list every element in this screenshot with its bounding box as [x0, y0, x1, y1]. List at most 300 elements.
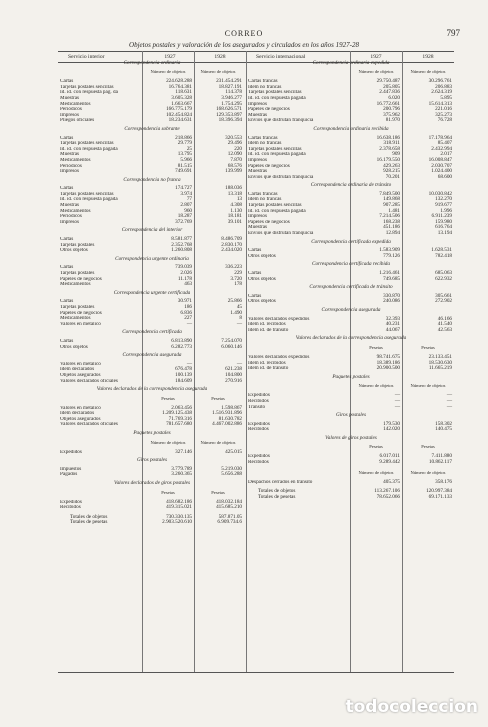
value-1928: 6.060.146	[221, 343, 242, 350]
value-1928: —	[236, 360, 242, 367]
table-row	[248, 480, 454, 486]
table-row	[248, 231, 454, 237]
value-1928: 1.490	[230, 309, 242, 316]
row-label: Muestras	[60, 95, 80, 101]
row-label: Periódicos	[60, 107, 82, 113]
column-subhead: Número de objetos	[150, 69, 186, 75]
value-1928: 13	[236, 196, 242, 203]
value-1928: 76.728	[437, 117, 452, 124]
row-label: Recibidos	[248, 460, 269, 466]
section-heading: Valores declarados de giros postales	[114, 480, 190, 487]
value-1928: 622.932	[435, 275, 452, 282]
value-1927: 781.657.680	[166, 421, 192, 428]
value-1928: 4.308	[230, 202, 242, 209]
row-label: Tarjetas postales sencillas	[248, 203, 302, 209]
value-1927: 6.282.773	[171, 343, 192, 350]
subhead-row	[60, 440, 244, 450]
row-label: Papeles de negocios	[248, 163, 290, 169]
value-1928: 919.677	[435, 202, 452, 209]
value-1928: 16.008.847	[428, 156, 452, 163]
value-1928: 2.624.319	[431, 89, 452, 96]
row-label: Pliegos oficiales	[60, 118, 95, 124]
row-label: Recibidos	[248, 398, 269, 404]
row-label: Impresos	[60, 169, 80, 175]
value-1927: 2.447.836	[379, 89, 400, 96]
value-1927: 419.315.021	[166, 504, 192, 511]
value-1928: 140.475	[435, 426, 452, 433]
row-label: Periódicos	[60, 214, 82, 220]
row-label: Impresos	[60, 112, 80, 118]
value-1928: —	[236, 320, 242, 327]
value-1927: 6.813.890	[171, 337, 192, 344]
value-1928: 29.496	[227, 140, 242, 147]
col-header-1927: 1927	[164, 54, 176, 60]
value-1927: 218.866	[175, 134, 192, 141]
section-heading: Correspondencia urgente certificada	[113, 289, 191, 296]
row-label: Cartas	[248, 293, 262, 299]
value-1927: 149.868	[383, 196, 400, 203]
row-label: Cartas	[248, 271, 262, 276]
value-1927: 102.454.824	[166, 111, 192, 118]
value-1928: 3.720	[230, 275, 242, 282]
row-label: Id. id. con respuesta pagada	[60, 197, 118, 203]
row-label: Expedidos	[60, 449, 82, 455]
value-1927: 375.962	[383, 111, 400, 118]
row-label: Idem no francas	[248, 197, 282, 203]
value-1928: 188.036	[225, 185, 242, 192]
value-1928: 68.600	[437, 173, 452, 180]
row-label: Muestras	[60, 152, 80, 158]
value-1928: 13.318	[227, 190, 242, 197]
value-1927: 81.515	[177, 162, 192, 169]
value-1928: 17.178.964	[428, 134, 452, 141]
section-heading: Correspondencia no franca	[123, 176, 181, 183]
row-label: Cartas	[60, 237, 74, 243]
value-1927: 1.481	[388, 207, 400, 214]
column-subhead: Pesetas	[421, 344, 435, 350]
value-1928: 336.223	[225, 264, 242, 271]
totals-row	[60, 520, 244, 526]
value-1927: —	[394, 392, 400, 399]
row-label: Despachos cerrados en tránsito	[248, 479, 313, 485]
value-1928: 8	[239, 315, 242, 322]
interior-service-table	[60, 52, 244, 526]
value-1928: 10.030.842	[428, 190, 452, 197]
value-1928: 13.194	[437, 230, 452, 237]
value-1927: 32.393	[385, 315, 400, 322]
value-1928: 23.133.451	[428, 353, 452, 360]
section-heading: Correspondencia sobrante	[124, 125, 180, 132]
table-row	[248, 175, 454, 181]
row-label: Idem íd. recibidos	[248, 360, 286, 366]
value-1927: 7.849.500	[379, 190, 400, 197]
subhead-row	[248, 69, 454, 79]
table-row	[248, 366, 454, 372]
value-1928: 221.016	[435, 106, 452, 113]
table-row	[60, 379, 244, 385]
row-label: Idem íd. de tránsito	[248, 327, 289, 333]
watermark: todocoleccion	[345, 697, 478, 717]
value-1928: 12.090	[227, 151, 242, 158]
col-header-1927: 1927	[370, 54, 382, 60]
value-1927: 5.966	[180, 156, 192, 163]
row-label: Cartas francas	[248, 79, 278, 85]
row-label: Tarjetas postales sencillas	[60, 84, 114, 90]
section-heading: Correspondencia certificada expedida	[311, 238, 391, 245]
value-1928: —	[446, 403, 452, 410]
section-heading: Paquetes postales	[133, 430, 171, 437]
row-label: Medicamentos	[60, 282, 91, 288]
column-subhead: Número de objetos	[410, 469, 446, 475]
row-label: Valores declarados oficiales	[60, 422, 118, 428]
value-1928: 18.396.394	[218, 117, 242, 124]
value-1928: 129.353.897	[216, 111, 242, 118]
row-label: Cartas francas	[248, 135, 278, 141]
value-1928: 6.911.239	[431, 213, 452, 220]
value-1927: 779.126	[383, 252, 400, 259]
value-1927: 16.764.381	[168, 83, 192, 90]
row-label: Valores en metálico	[60, 405, 101, 411]
table-body	[60, 58, 244, 526]
column-subhead: Pesetas	[161, 489, 175, 495]
column-subhead: Número de objetos	[410, 69, 446, 75]
value-1927: 451.186	[383, 224, 400, 231]
value-1928: 42.563	[437, 326, 452, 333]
row-label: Cartas	[60, 265, 74, 271]
value-1928: 139.999	[225, 168, 242, 175]
page-header	[0, 29, 488, 41]
value-1927: 100.139	[175, 371, 192, 378]
row-label: Expedidos	[248, 393, 270, 399]
row-label: Idem declarados	[60, 411, 95, 417]
value-1927: 749.691	[175, 168, 192, 175]
totals-label: Totales de pesetas	[70, 519, 108, 526]
section-heading: Correspondencia del interior	[121, 227, 183, 234]
value-1928: 41.540	[437, 321, 452, 328]
row-label: Id. id. con respuesta pagada	[248, 208, 306, 214]
value-1928: 425.015	[225, 448, 242, 455]
value-1928: 782.418	[435, 252, 452, 259]
value-1928: 7.254.070	[221, 337, 242, 344]
column-subhead: Número de objetos	[200, 439, 236, 445]
subhead-row	[248, 470, 454, 480]
value-1927: 3.605.328	[171, 94, 192, 101]
value-1927: 98.741.675	[376, 353, 400, 360]
section-heading: Correspondencia ordinaria de tránsito	[310, 182, 392, 189]
value-1928: 206.883	[435, 83, 452, 90]
value-1928: 104.800	[225, 371, 242, 378]
row-label: Cartas	[60, 135, 74, 141]
value-1928: 18.530.630	[428, 359, 452, 366]
row-label: Cartas	[60, 338, 74, 344]
value-1927: 77	[186, 196, 192, 203]
subhead-row	[60, 396, 244, 406]
value-1928: 270.916	[225, 377, 242, 384]
row-label: Idem no francas	[248, 84, 282, 90]
value-1928: 18.827.191	[218, 83, 242, 90]
value-1928: 220	[234, 145, 242, 152]
row-label: Impresos	[248, 157, 268, 163]
value-1927: 909	[392, 151, 400, 158]
value-1927: 71.769.316	[168, 415, 192, 422]
row-label: Pagados	[60, 472, 78, 478]
value-1927: 70.201	[385, 173, 400, 180]
value-1928: 81.630.782	[218, 415, 242, 422]
total-1928: 120.997.384	[426, 488, 452, 495]
value-1928: 1.628.531	[431, 247, 452, 254]
value-1928: 418.032.184	[216, 498, 242, 505]
section-heading: Correspondencia certificada recibida	[312, 261, 390, 268]
value-1927: 3.260.365	[171, 471, 192, 478]
table-row	[248, 299, 454, 305]
page-number: 797	[446, 28, 460, 38]
value-1927: 184.609	[175, 377, 192, 384]
value-1928: 2.030.707	[431, 162, 452, 169]
value-1927: 118.631	[175, 89, 192, 96]
value-1927: 2.026	[180, 270, 192, 276]
totals-label: Totales de objetos	[258, 488, 296, 495]
value-1927: 174.727	[175, 185, 192, 192]
row-label: Medicamentos	[60, 101, 91, 107]
section-heading: Valores declarados de la correspondencia asegurada	[96, 386, 208, 393]
value-1927: 405.375	[383, 478, 400, 485]
value-1928: —	[446, 392, 452, 399]
value-1927: 18.287	[177, 213, 192, 220]
row-label: Cartas	[60, 79, 74, 85]
row-label: Medicamentos	[60, 157, 91, 163]
row-label: Medicamentos	[60, 208, 91, 214]
row-label: Tránsito	[248, 404, 266, 410]
value-1928: 2.017	[440, 151, 452, 158]
table-row	[60, 472, 244, 478]
value-1928: 1.598.867	[221, 404, 242, 411]
value-1927: 1.260.808	[171, 247, 192, 254]
column-subhead: Pesetas	[421, 444, 435, 450]
value-1928: 45	[236, 303, 242, 310]
value-1928: 114.378	[225, 89, 242, 96]
value-1927: 463	[184, 281, 192, 288]
column-subhead: Número de objetos	[150, 439, 186, 445]
value-1928: 168.626.571	[216, 106, 242, 113]
row-label: Papeles de negocios	[248, 107, 290, 113]
value-1927: 16.638.186	[376, 134, 400, 141]
row-label: Idem declarados	[60, 367, 95, 373]
row-label: Otros objetos	[248, 299, 276, 305]
row-label: Cartas	[248, 248, 262, 254]
table-caption: Objetos postales y valoración de los asegurados y circulados en los años 1927-28	[129, 41, 359, 49]
value-1927: 179.530	[383, 420, 400, 427]
row-label: Otros objetos	[60, 344, 88, 350]
value-1928: 5.219.030	[221, 465, 242, 472]
table-row	[248, 254, 454, 260]
value-1927: 318.911	[383, 140, 400, 147]
value-1927: —	[186, 320, 192, 327]
value-1927: —	[186, 360, 192, 367]
total-1928: 69.171.133	[428, 493, 452, 500]
value-1928: 272.902	[435, 298, 452, 305]
row-label: Tarjetas postales sencillas	[60, 141, 114, 147]
column-subhead: Número de objetos	[358, 383, 394, 389]
value-1928: 15.614.313	[428, 100, 452, 107]
value-1927: 8.581.877	[171, 236, 192, 243]
value-1927: 18.234.631	[168, 117, 192, 124]
value-1927: 418.682.186	[166, 498, 192, 505]
row-label: Muestras	[248, 225, 268, 231]
value-1927: 6.836	[180, 309, 192, 316]
value-1928: 1.754.295	[221, 100, 242, 107]
section-heading: Giros postales	[137, 457, 167, 464]
value-1927: 44.067	[385, 326, 400, 333]
value-1928: 1.130	[230, 207, 242, 214]
table-row	[60, 282, 244, 288]
value-1928: 325.273	[435, 111, 452, 118]
row-label: Cartas	[60, 186, 74, 192]
value-1927: 372.769	[175, 218, 192, 225]
row-label: Objetos asegurados	[60, 416, 101, 422]
row-label: Valores declarados oficiales	[60, 378, 118, 384]
row-label: Tarjetas postales	[60, 304, 95, 310]
table-row	[248, 118, 454, 124]
value-1928: 2.830.170	[221, 241, 242, 248]
value-1928: 132.270	[435, 196, 452, 203]
value-1927: 676.478	[175, 366, 192, 373]
value-1928: 7.411.880	[431, 453, 452, 460]
section-heading: Correspondencia urgente ordinaria	[115, 255, 189, 262]
total-1927: 113.267.106	[374, 488, 400, 495]
value-1928: 85.407	[437, 140, 452, 147]
column-subhead: Pesetas	[211, 395, 225, 401]
row-label: Id. id. con respuesta pagada	[248, 152, 306, 158]
column-subhead: Número de objetos	[410, 383, 446, 389]
value-1928: —	[446, 397, 452, 404]
value-1927: 12.894	[385, 230, 400, 237]
section-heading: Correspondencia asegurada	[321, 306, 381, 313]
value-1927: 1.663.667	[171, 100, 192, 107]
row-label: Tarjetas postales sencillas	[248, 90, 302, 96]
table-row	[60, 118, 244, 124]
page-title: CORREO	[224, 29, 264, 38]
value-1928: 25.866	[227, 298, 242, 305]
section-heading: Giros postales	[336, 412, 366, 419]
total-1927: 2.903.520.610	[162, 519, 192, 526]
value-1928: 68.576	[227, 162, 242, 169]
table-body	[248, 58, 454, 501]
row-label: Tarjetas postales sencillas	[60, 191, 114, 197]
table-row	[60, 345, 244, 351]
value-1927: 327.146	[175, 448, 192, 455]
value-1928: 320.553	[225, 134, 242, 141]
row-label: Papeles de negocios	[60, 310, 102, 316]
value-1928: 1.996	[440, 207, 452, 214]
column-headers	[60, 52, 244, 58]
section-heading: Correspondencia certificada	[122, 329, 182, 336]
row-label: Tarjetas postales	[60, 242, 95, 248]
value-1927: —	[394, 397, 400, 404]
value-1927: 3.779.789	[171, 465, 192, 472]
value-1927: 20.900.500	[376, 365, 400, 372]
value-1927: 25	[186, 145, 192, 152]
value-1927: 2.807	[180, 202, 192, 209]
row-label: Impresos	[248, 101, 268, 107]
value-1928: 415.685.210	[216, 504, 242, 511]
table-row	[60, 322, 244, 328]
value-1928: 7.870	[230, 156, 242, 163]
value-1927: 168.238	[383, 218, 400, 225]
value-1927: 16.179.550	[376, 156, 400, 163]
value-1927: 1.216.461	[379, 270, 400, 276]
row-label: Envíos que disfrutan franquicia	[248, 118, 314, 124]
row-label: Expedidos	[248, 421, 270, 427]
value-1927: 2.378.658	[379, 145, 400, 152]
row-label: Muestras	[248, 169, 268, 175]
value-1927: 81.970	[385, 117, 400, 124]
section-heading: Valores declarados de la correspondencia asegurada	[295, 335, 407, 342]
row-label: Idem íd. recibidos	[248, 322, 286, 328]
value-1928: 8.486.709	[221, 236, 242, 243]
table-row	[60, 248, 244, 254]
row-label: Cartas	[60, 299, 74, 305]
section-heading: Paquetes postales	[332, 373, 370, 380]
value-1928: 178	[234, 281, 242, 288]
divider	[246, 51, 247, 672]
value-1927: 186	[184, 303, 192, 310]
value-1927: 13.795	[177, 151, 192, 158]
value-1927: 330.870	[383, 292, 400, 299]
value-1927: 224.628.288	[166, 78, 192, 85]
value-1927: 1.209.125.438	[162, 410, 192, 417]
section-heading: Correspondencia ordinaria expedida	[312, 59, 390, 66]
value-1927: 29.779	[177, 140, 192, 147]
value-1927: 749.685	[383, 275, 400, 282]
row-label: Recibidos	[248, 427, 269, 433]
row-label: Expedidos	[60, 499, 82, 505]
bottom-rule	[58, 672, 454, 673]
value-1928: 1.024.400	[431, 168, 452, 175]
column-headers	[248, 52, 454, 58]
value-1928: 159.980	[435, 218, 452, 225]
row-label: Id. id. con respuesta pagada	[248, 95, 306, 101]
value-1928: 18.181	[227, 213, 242, 220]
row-label: Expedidos	[248, 454, 270, 460]
value-1927: 2.063.456	[171, 404, 192, 411]
value-1928: 305.661	[435, 292, 452, 299]
value-1927: 6.017.011	[379, 453, 400, 460]
value-1927: 142.020	[383, 426, 400, 433]
row-label: Envíos que disfrutan franquicia	[248, 231, 314, 237]
value-1927: 18.389.186	[376, 359, 400, 366]
value-1928: 229	[234, 270, 242, 276]
value-1928: 358.176	[435, 478, 452, 485]
value-1927: 739.039	[175, 264, 192, 271]
column-subhead: Número de objetos	[358, 469, 394, 475]
column-subhead: Pesetas	[211, 489, 225, 495]
table-row	[248, 277, 454, 283]
row-label: Otros objetos	[248, 253, 276, 259]
row-label: Envíos que disfrutan franquicia	[248, 174, 314, 180]
row-label: Muestras	[60, 203, 80, 209]
value-1927: 6.020	[388, 94, 400, 101]
table-row	[60, 169, 244, 175]
row-label: Tarjetas postales	[60, 271, 95, 276]
row-label: Valores declarados expedidos	[248, 354, 310, 360]
section-heading: Correspondencia ordinaria recibida	[313, 125, 389, 132]
row-label: Valores en metálico	[60, 321, 101, 327]
value-1927: 227	[184, 315, 192, 322]
value-1927: 40.231	[385, 321, 400, 328]
value-1928: 621.238	[225, 366, 242, 373]
row-label: Id. id. con respuesta pagada	[60, 146, 118, 152]
col-header-label: Servicio interior	[68, 54, 105, 60]
